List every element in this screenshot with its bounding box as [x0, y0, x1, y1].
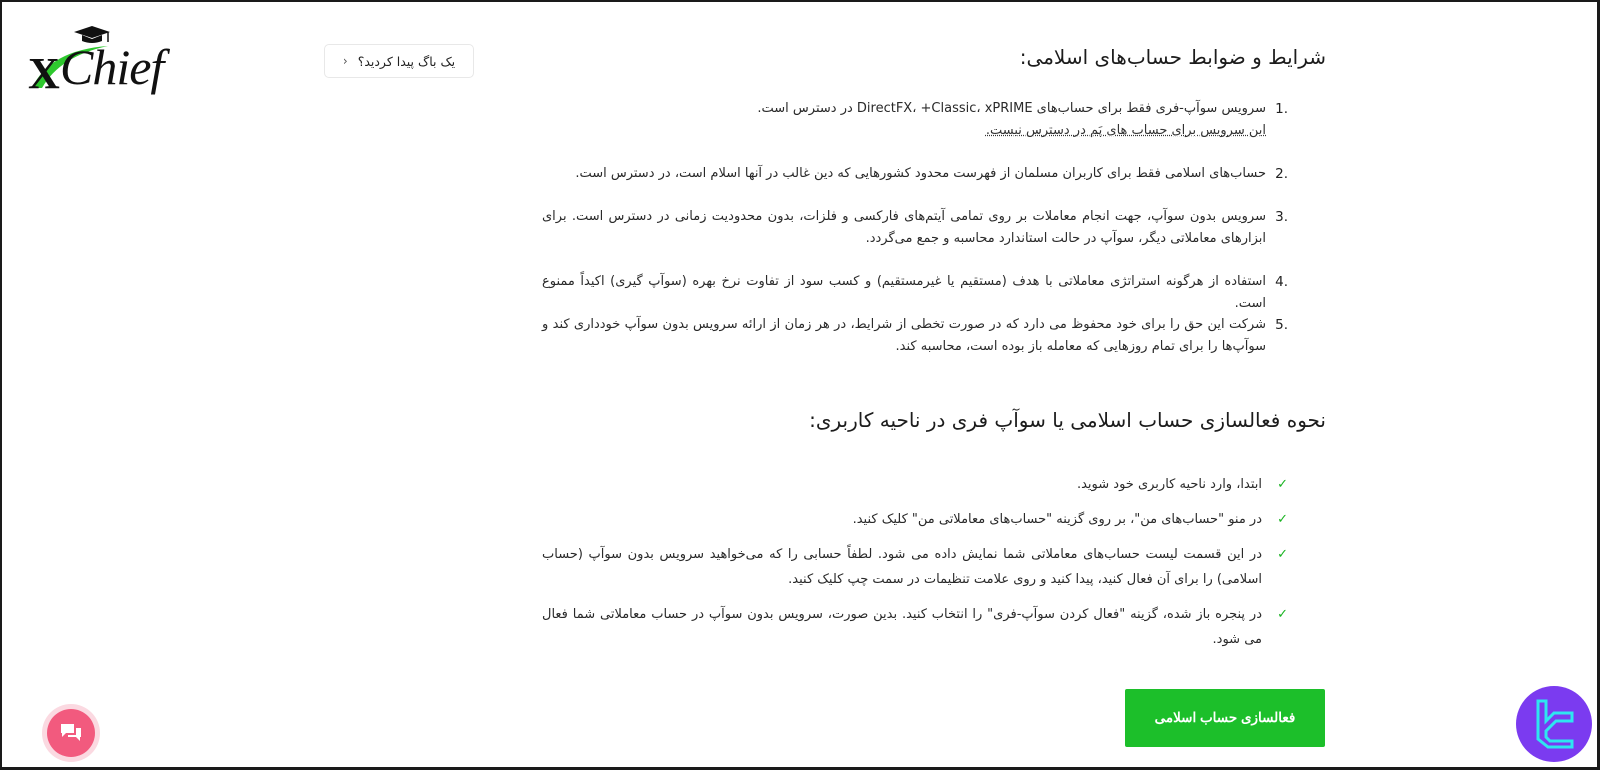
step-item	[542, 542, 1326, 592]
item-number: 5.	[1275, 317, 1288, 333]
terms-item	[542, 163, 1326, 185]
item-number: 3.	[1275, 209, 1288, 225]
item-text: استفاده از هرگونه استراتژی معاملاتی با هدف (مستقیم یا غیرمستقیم) و کسب سود از تفاوت نرخ بهره (سوآپ گیری) اکیداً ممنوع است.	[542, 274, 1266, 311]
brand-logo-icon	[1532, 699, 1576, 749]
item-number: 2.	[1275, 166, 1288, 182]
report-bug-label: یک باگ پیدا کردید؟	[357, 53, 456, 69]
activate-islamic-account-button[interactable]: فعالسازی حساب اسلامی	[1125, 689, 1325, 747]
logo-wordmark: Chief	[60, 39, 164, 95]
tradingfinder-badge[interactable]	[1516, 686, 1592, 762]
item-text: سرویس بدون سوآپ، جهت انجام معاملات بر روی تمامی آیتم‌های فارکسی و فلزات، بدون محدودیت زمانی در دسترس است. برای ابزارهای معاملاتی دیگر، سوآپ در حالت استاندارد محاسبه و جمع می‌گردد.	[542, 209, 1266, 246]
step-item	[542, 507, 1326, 532]
step-text: در منو "حساب‌های من"، بر روی گزینه "حساب‌های معاملاتی من" کلیک کنید.	[852, 512, 1262, 527]
report-bug-button[interactable]	[324, 44, 474, 78]
terms-item	[542, 206, 1326, 250]
terms-item	[542, 314, 1326, 358]
step-item	[542, 472, 1326, 497]
check-icon: ✓	[1277, 477, 1288, 492]
step-text: ابتدا، وارد ناحیه کاربری خود شوید.	[1076, 477, 1262, 492]
logo-x-mark: X	[28, 49, 60, 98]
item-text: شرکت این حق را برای خود محفوظ می دارد که در صورت تخطی از شرایط، در هر زمان از ارائه سرویس بدون سوآپ خودداری کند و سوآپ‌ها را برای تمام روزهایی که معامله باز بوده است، محاسبه کند.	[542, 317, 1266, 354]
item-text: سرویس سوآپ-فری فقط برای حساب‌های DirectFX، +Classic، xPRIME در دسترس است.	[757, 101, 1266, 116]
terms-title: شرایط و ضوابط حساب‌های اسلامی:	[1019, 45, 1326, 69]
xchief-logo[interactable]	[26, 24, 176, 98]
item-text: حساب‌های اسلامی فقط برای کاربران مسلمان از فهرست محدود کشورهایی که دین غالب در آنها اسلام است، در دسترس است.	[575, 166, 1266, 181]
step-text: در پنجره باز شده، گزینه "فعال کردن سوآپ-فری" را انتخاب کنید. بدین صورت، سرویس بدون سوآپ در حساب معاملاتی شما فعال می شود.	[542, 607, 1262, 647]
check-icon: ✓	[1277, 547, 1288, 562]
chat-button-circle	[47, 709, 95, 757]
live-chat-button[interactable]	[42, 704, 100, 762]
terms-item	[542, 98, 1326, 142]
chevron-left-icon: ‹	[342, 54, 348, 68]
check-icon: ✓	[1277, 607, 1288, 622]
step-text: در این قسمت لیست حساب‌های معاملاتی شما نمایش داده می شود. لطفاً حسابی را که می‌خواهید سرویس بدون سوآپ (حساب اسلامی) را برای آن فعال کنید، پیدا کنید و روی علامت تنظیمات در سمت چپ کلیک کنید.	[542, 547, 1262, 587]
terms-item	[542, 271, 1326, 315]
item-number: 1.	[1275, 101, 1288, 117]
activation-title: نحوه فعالسازی حساب اسلامی یا سوآپ فری در ناحیه کاربری:	[809, 408, 1326, 432]
step-item	[542, 602, 1326, 652]
check-icon: ✓	[1277, 512, 1288, 527]
item-number: 4.	[1275, 274, 1288, 290]
page-frame	[2, 2, 1597, 767]
item-note-link[interactable]: این سرویس برای حساب های پَم در دسترس نیست.	[985, 123, 1266, 138]
chat-bubbles-icon	[59, 722, 83, 744]
